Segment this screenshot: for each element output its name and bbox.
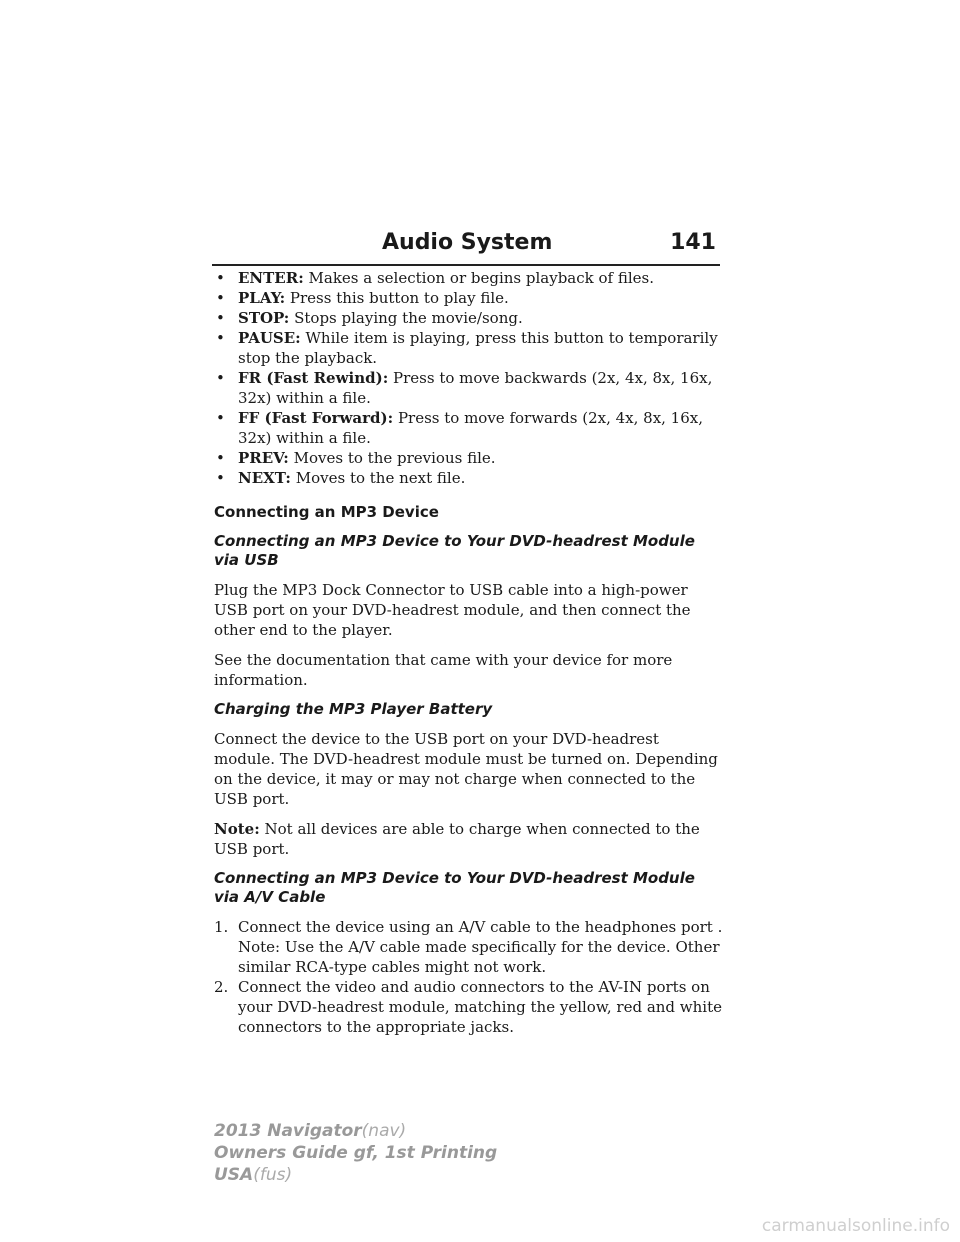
item-text: Press to move backwards (2x, 4x, 8x, 16x, 32x) within a file.: [238, 369, 713, 407]
header-title: Audio System: [382, 230, 553, 255]
item-label: STOP:: [238, 309, 290, 327]
subsection-title-charging: Charging the MP3 Player Battery: [214, 700, 493, 718]
item-label: FR (Fast Rewind):: [238, 369, 389, 387]
footer-model-code: (nav): [361, 1121, 407, 1141]
watermark: carmanualsonline.info: [761, 1216, 950, 1236]
footer-line: [214, 1164, 497, 1186]
page-header: [212, 228, 720, 266]
footer-guide: Owners Guide gf, 1st Printing: [214, 1143, 498, 1163]
paragraph: See the documentation that came with your device for more information.: [214, 651, 673, 689]
item-text: Moves to the next file.: [295, 469, 466, 487]
subsection-title-usb: Connecting an MP3 Device to Your DVD-headrest Module via USB: [214, 532, 695, 569]
list-item: [214, 308, 724, 328]
item-label: NEXT:: [238, 469, 291, 487]
step-number: 2.: [214, 978, 229, 996]
list-item: [214, 408, 724, 448]
page-footer: [214, 1120, 497, 1186]
footer-model: 2013 Navigator: [214, 1121, 362, 1141]
item-label: ENTER:: [238, 269, 304, 287]
bullet-icon: •: [216, 269, 225, 287]
list-item: [214, 368, 724, 408]
item-text: While item is playing, press this button to temporarily stop the playback.: [238, 329, 718, 367]
note: [214, 819, 724, 859]
item-text: Moves to the previous file.: [293, 449, 496, 467]
step-number: 1.: [214, 918, 229, 936]
list-item: [214, 468, 724, 488]
item-text: Press this button to play file.: [289, 289, 509, 307]
note-label: Note:: [214, 820, 260, 838]
footer-line: [214, 1142, 497, 1164]
list-item: [214, 917, 724, 977]
item-label: PLAY:: [238, 289, 286, 307]
page-content: [214, 268, 724, 1037]
bullet-icon: •: [216, 369, 225, 387]
list-item: [214, 288, 724, 308]
footer-line: [214, 1120, 497, 1142]
step-text: Connect the device using an A/V cable to the headphones port . Note: Use the A/V cable made specifically for the device. Other similar RCA-type cables might not work.: [238, 918, 723, 976]
note-text: Not all devices are able to charge when connected to the USB port.: [214, 820, 700, 858]
control-list: [214, 268, 724, 488]
bullet-icon: •: [216, 289, 225, 307]
item-text: Press to move forwards (2x, 4x, 8x, 16x, 32x) within a file.: [238, 409, 703, 447]
paragraph: Connect the device to the USB port on your DVD-headrest module. The DVD-headrest module must be turned on. Depending on the device, it may or may not charge when connected to the USB port.: [214, 730, 718, 808]
footer-market-code: (fus): [253, 1165, 293, 1185]
item-label: PAUSE:: [238, 329, 301, 347]
footer-market: USA: [214, 1165, 254, 1185]
item-label: FF (Fast Forward):: [238, 409, 394, 427]
bullet-icon: •: [216, 309, 225, 327]
list-item: [214, 977, 724, 1037]
step-text: Connect the video and audio connectors to the AV-IN ports on your DVD-headrest module, matching the yellow, red and white connectors to the appropriate jacks.: [238, 978, 723, 1036]
list-item: [214, 328, 724, 368]
subsection-title-av: Connecting an MP3 Device to Your DVD-headrest Module via A/V Cable: [214, 869, 695, 906]
bullet-icon: •: [216, 449, 225, 467]
section-title: Connecting an MP3 Device: [214, 503, 439, 521]
bullet-icon: •: [216, 409, 225, 427]
item-label: PREV:: [238, 449, 289, 467]
paragraph: Plug the MP3 Dock Connector to USB cable into a high-power USB port on your DVD-headrest module, and then connect the other end to the player.: [214, 581, 691, 639]
item-text: Stops playing the movie/song.: [294, 309, 523, 327]
item-text: Makes a selection or begins playback of files.: [308, 269, 654, 287]
bullet-icon: •: [216, 469, 225, 487]
bullet-icon: •: [216, 329, 225, 347]
list-item: [214, 268, 724, 288]
step-list: [214, 917, 724, 1037]
list-item: [214, 448, 724, 468]
page-number: 141: [670, 230, 716, 255]
